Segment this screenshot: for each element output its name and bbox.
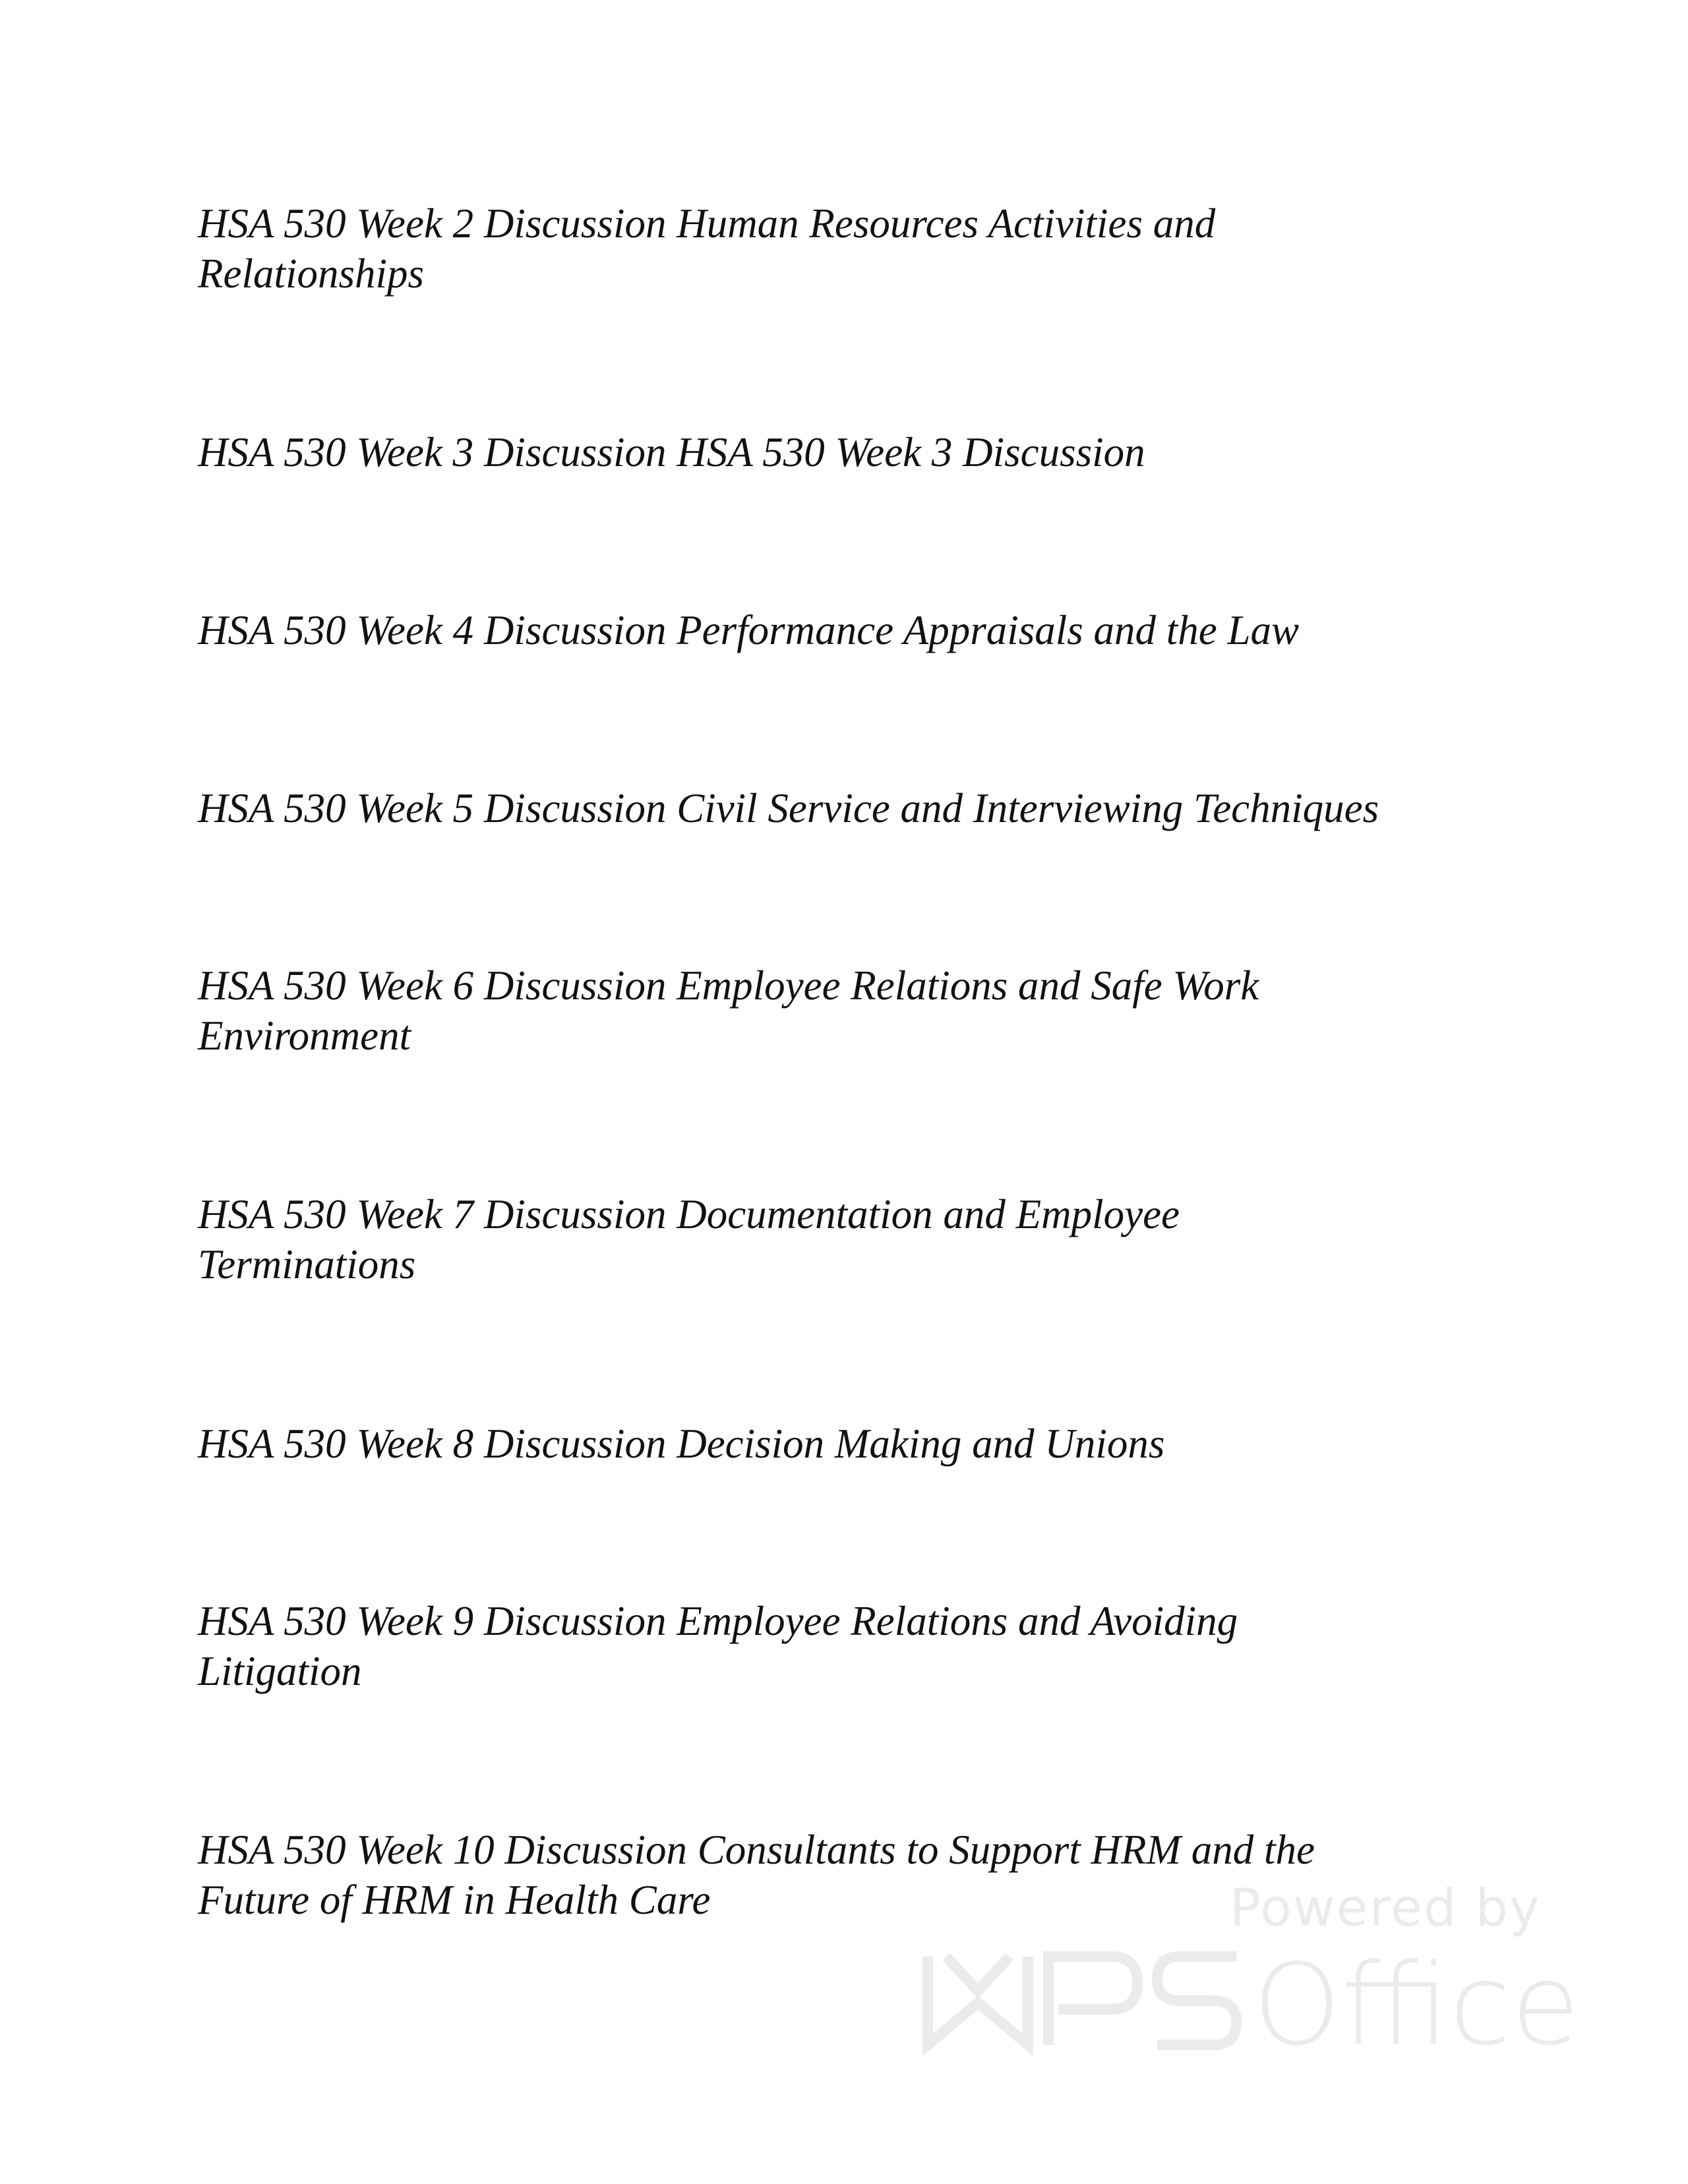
discussion-entry-week-9 bbox=[198, 1596, 1517, 1696]
discussion-entry-week-7 bbox=[198, 1189, 1517, 1289]
entry-line-1: HSA 530 Week 9 Discussion Employee Relations and Avoiding bbox=[198, 1598, 1238, 1644]
entry-line-1: HSA 530 Week 7 Discussion Documentation and Employee bbox=[198, 1191, 1180, 1237]
entry-line-2: Terminations bbox=[198, 1241, 416, 1287]
entry-line-1: HSA 530 Week 5 Discussion Civil Service and Interviewing Techniques bbox=[198, 785, 1379, 831]
entry-line-2: Environment bbox=[198, 1013, 411, 1059]
entry-line-1: HSA 530 Week 6 Discussion Employee Relations and Safe Work bbox=[198, 962, 1259, 1009]
discussion-entry-week-2 bbox=[198, 198, 1517, 299]
wps-office-watermark bbox=[920, 1879, 1581, 2071]
entry-line-2: Future of HRM in Health Care bbox=[198, 1877, 711, 1923]
entry-line-2: Relationships bbox=[198, 251, 424, 297]
entry-line-1: HSA 530 Week 4 Discussion Performance Appraisals and the Law bbox=[198, 607, 1300, 653]
wps-office-logo bbox=[920, 1940, 1581, 2071]
watermark-product-name: Office bbox=[1253, 1940, 1581, 2071]
entry-line-2: Litigation bbox=[198, 1648, 362, 1694]
entry-line-1: HSA 530 Week 8 Discussion Decision Making and Unions bbox=[198, 1421, 1165, 1467]
discussion-entry-week-8 bbox=[198, 1419, 1517, 1469]
wps-logo-icon bbox=[920, 1940, 1581, 2071]
entry-line-1: HSA 530 Week 3 Discussion HSA 530 Week 3 Discussion bbox=[198, 429, 1145, 475]
entry-line-1: HSA 530 Week 2 Discussion Human Resources Activities and bbox=[198, 200, 1216, 247]
discussion-entry-week-4 bbox=[198, 605, 1517, 655]
watermark-powered-by: Powered by bbox=[1229, 1879, 1541, 1938]
discussion-entry-week-3 bbox=[198, 427, 1517, 477]
discussion-entry-week-6 bbox=[198, 960, 1517, 1061]
discussion-entry-week-5 bbox=[198, 783, 1517, 833]
entry-line-1: HSA 530 Week 10 Discussion Consultants to Support HRM and the bbox=[198, 1827, 1315, 1873]
